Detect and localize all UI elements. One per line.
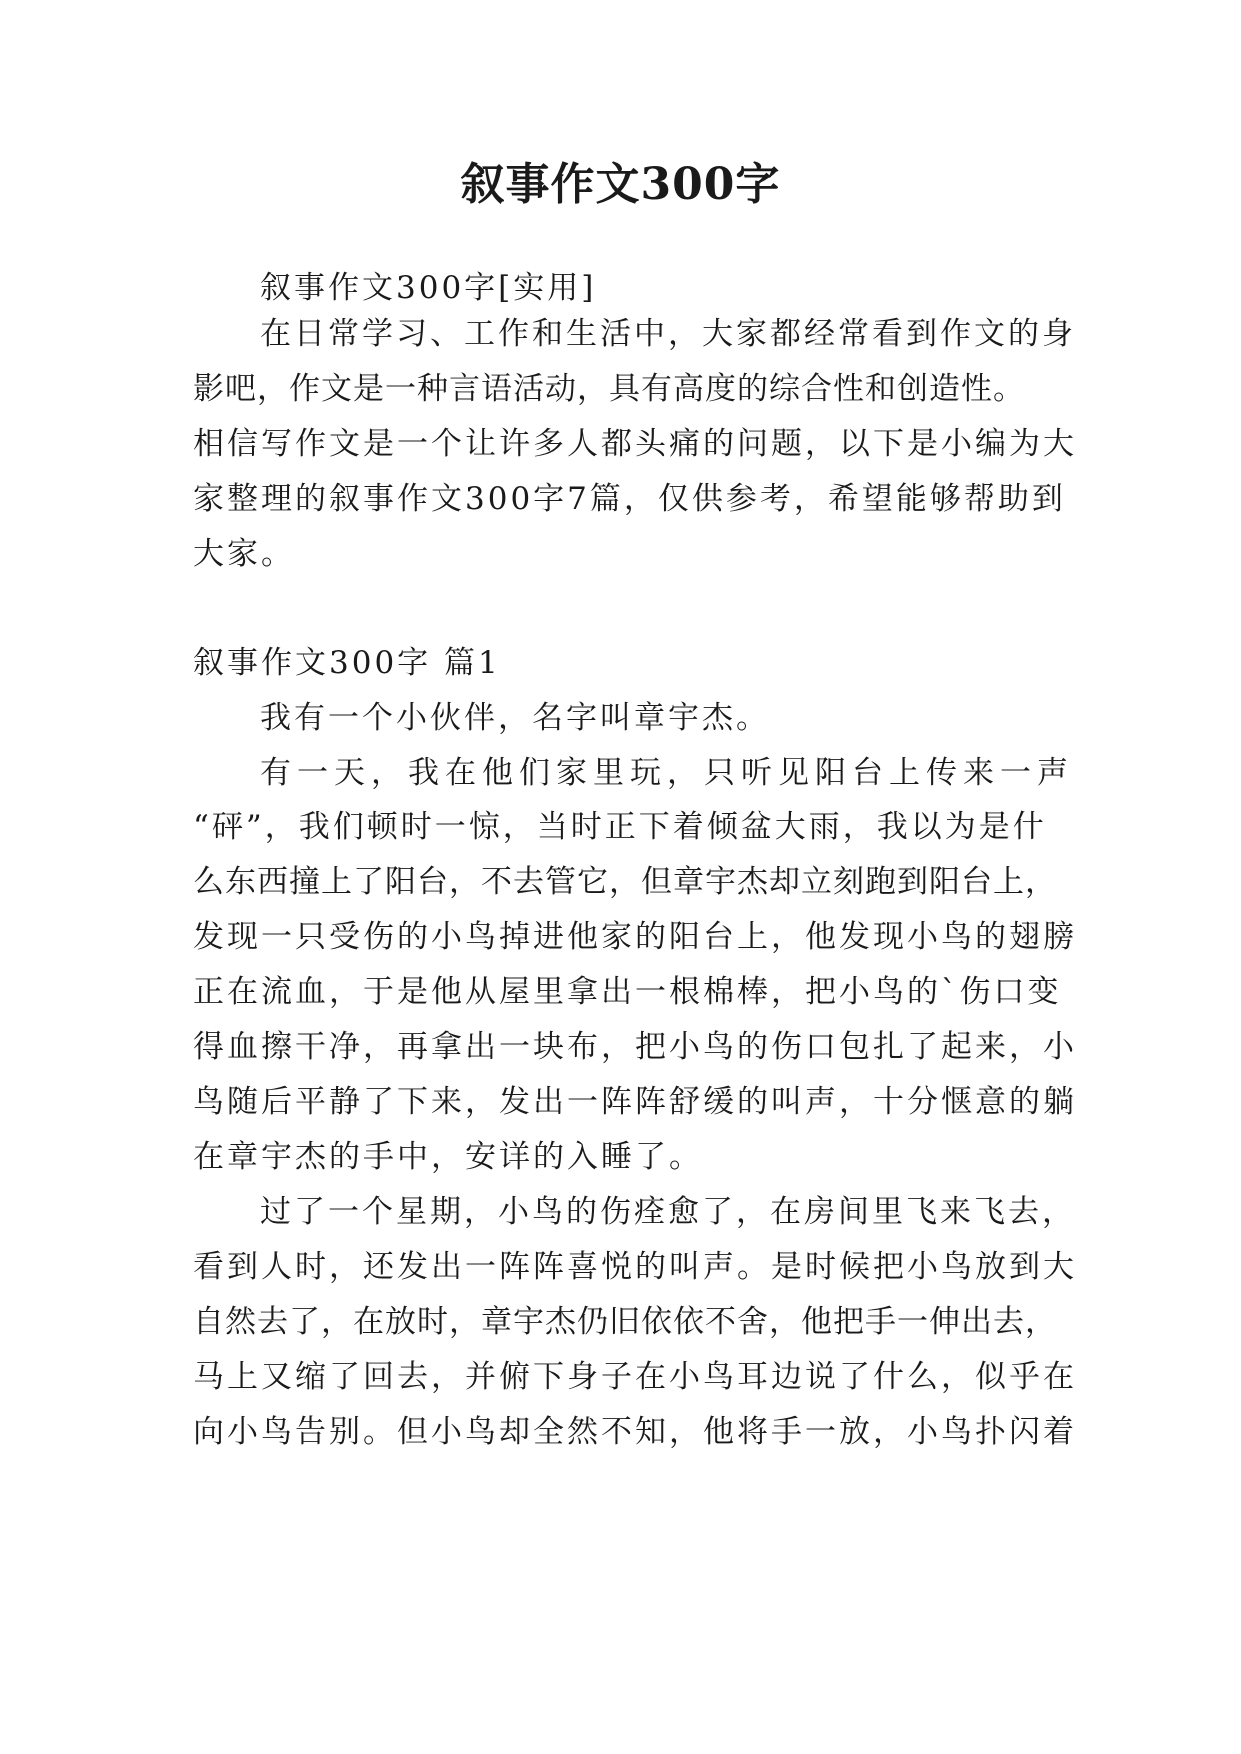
body-paragraph-line: 发现一只受伤的小鸟掉进他家的阳台上，他发现小鸟的翅膀 (193, 919, 1077, 955)
body-paragraph-line: 我有一个小伙伴，名字叫章宇杰。 (260, 700, 770, 736)
body-paragraph-line: 看到人时，还发出一阵阵喜悦的叫声。是时候把小鸟放到大 (193, 1249, 1077, 1285)
body-paragraph-line: 鸟随后平静了下来，发出一阵阵舒缓的叫声，十分惬意的躺 (193, 1084, 1077, 1120)
body-paragraph-line: 在章宇杰的手中，安详的入睡了。 (193, 1139, 703, 1175)
intro-paragraph-line: 影吧，作文是一种言语活动，具有高度的综合性和创造性。 (193, 371, 1025, 407)
body-paragraph-line: 马上又缩了回去，并俯下身子在小鸟耳边说了什么，似乎在 (193, 1359, 1077, 1395)
body-paragraph-line: 有一天，我在他们家里玩，只听见阳台上传来一声 (260, 755, 1074, 791)
intro-paragraph-line: 相信写作文是一个让许多人都头痛的问题，以下是小编为大 (193, 426, 1077, 462)
intro-paragraph-line: 在日常学习、工作和生活中，大家都经常看到作文的身 (260, 316, 1076, 352)
intro-subtitle: 叙事作文300字[实用] (260, 270, 597, 306)
body-paragraph-line: 过了一个星期，小鸟的伤痊愈了，在房间里飞来飞去， (260, 1194, 1076, 1230)
intro-paragraph-line: 家整理的叙事作文300字7篇，仅供参考，希望能够帮助到 (193, 481, 1066, 517)
intro-paragraph-line: 大家。 (193, 536, 295, 572)
document-title: 叙事作文300字 (460, 159, 781, 210)
body-paragraph-line: 么东西撞上了阳台，不去管它，但章宇杰却立刻跑到阳台上， (193, 864, 1057, 900)
body-paragraph-line: 向小鸟告别。但小鸟却全然不知，他将手一放，小鸟扑闪着 (193, 1414, 1077, 1450)
body-paragraph-line: 正在流血，于是他从屋里拿出一根棉棒，把小鸟的`伤口变 (193, 974, 1062, 1010)
body-paragraph-line: 得血擦干净，再拿出一块布，把小鸟的伤口包扎了起来，小 (193, 1029, 1077, 1065)
section-heading: 叙事作文300字 篇1 (193, 645, 501, 681)
body-paragraph-line: 自然去了，在放时，章宇杰仍旧依依不舍，他把手一伸出去， (193, 1304, 1057, 1340)
body-paragraph-line: “砰”，我们顿时一惊，当时正下着倾盆大雨，我以为是什 (193, 809, 1047, 845)
